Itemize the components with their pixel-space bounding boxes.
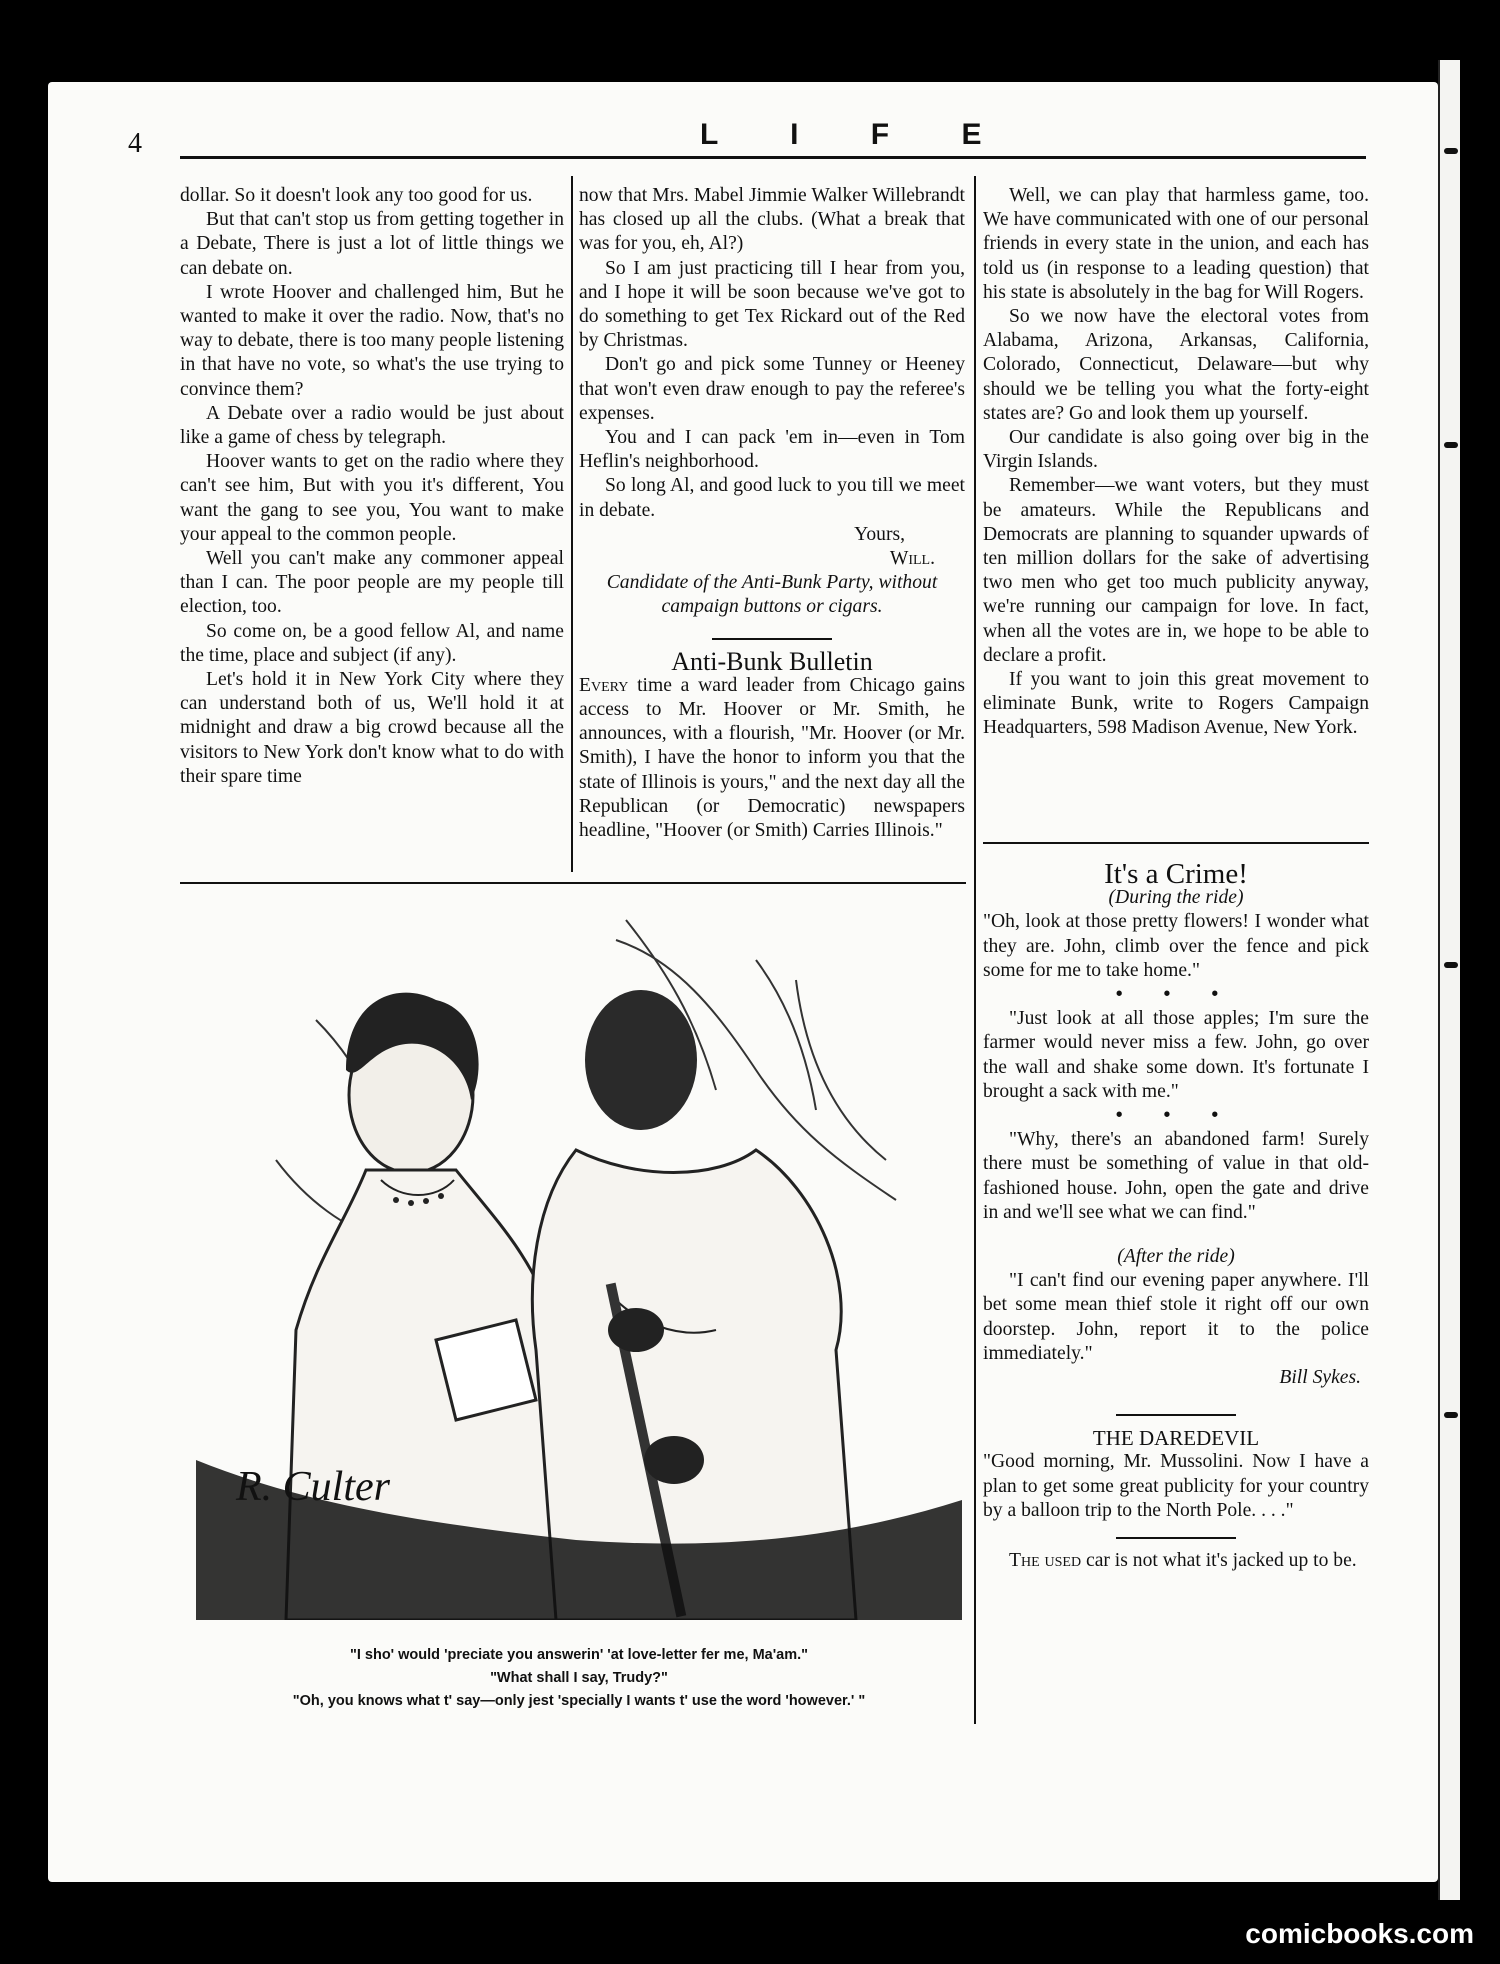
paragraph: If you want to join this great movement to eliminate Bunk, write to Rogers Campaign Headquarters, 598 Madison Avenue, New York. xyxy=(983,669,1369,739)
paragraph: Let's hold it in New York City where they can understand both of us, We'll hold it at midnight and draw a big crowd because all the visitors to New York don't know what to do with their spare time xyxy=(180,669,564,787)
crime-subhead: (After the ride) xyxy=(1117,1246,1235,1268)
caption-line: "What shall I say, Trudy?" xyxy=(490,1670,668,1686)
paragraph: But that can't stop us from getting together in a Debate, There is just a lot of little things we can debate on. xyxy=(180,209,564,279)
bulletin-lead: Every xyxy=(579,674,629,696)
binding-edge xyxy=(1438,60,1460,1900)
paragraph: So long Al, and good luck to you till we meet in debate. xyxy=(579,475,965,521)
paragraph: Remember—we want voters, but they must be amateurs. While the Republicans and Democrats are planning to squander upwards of ten million dollars for the sake of advertising two men who get too much publicity anyway, we're running our campaign for love. In fact, when all the votes are in, we hope to be able to declare a profit. xyxy=(983,475,1369,666)
daredevil-paragraph: "Good morning, Mr. Mussolini. Now I have a plan to get some great publicity for your country by a balloon trip to the North Pole. . . ." xyxy=(983,1451,1369,1521)
illustration xyxy=(196,900,962,1620)
section-rule xyxy=(712,638,832,640)
used-car-paragraph xyxy=(983,1549,1369,1573)
artist-signature-image: R. Culter xyxy=(236,1464,390,1510)
bulletin-text: time a ward leader from Chicago gains access to Mr. Hoover or Mr. Smith, he announces, with a flourish, "Mr. Hoover (or Mr. Smith), I have the honor to inform you that the state of Illinois is yours," and the next day all the Republican (or Democratic) newspapers headline, "Hoover (or Smith) Carries Illinois." xyxy=(579,674,965,842)
paragraph: Our candidate is also going over big in the Virgin Islands. xyxy=(983,427,1369,473)
column-divider xyxy=(571,176,573,872)
man-figure xyxy=(532,990,856,1620)
letter-signature: Will. xyxy=(889,548,935,570)
binding-clip xyxy=(1444,962,1458,968)
bulletin-paragraph xyxy=(579,674,965,843)
letter-paper xyxy=(436,1320,536,1420)
column-divider xyxy=(974,176,976,1724)
section-rule xyxy=(983,842,1369,844)
header-rule xyxy=(180,156,1366,159)
separator-dots: • • • xyxy=(1115,1105,1237,1127)
binding-clip xyxy=(1444,1412,1458,1418)
crime-paragraph: "I can't find our evening paper anywhere. I'll bet some mean thief stole it right off our own doorstep. John, report it to the police immediately." xyxy=(983,1270,1369,1364)
used-car-text: car is not what it's jacked up to be. xyxy=(1081,1550,1357,1572)
illustration-top-rule xyxy=(180,882,966,884)
section-rule xyxy=(1116,1537,1236,1539)
separator-dots: • • • xyxy=(1115,984,1237,1006)
article-column-3 xyxy=(983,184,1369,741)
crime-section xyxy=(983,858,1369,1573)
article-column-1 xyxy=(180,184,564,789)
paragraph: You and I can pack 'em in—even in Tom Heflin's neighborhood. xyxy=(579,427,965,473)
paragraph: now that Mrs. Mabel Jimmie Walker Willebrandt has closed up all the clubs. (What a break that was for you, eh, Al?) xyxy=(579,185,965,255)
paragraph: So we now have the electoral votes from Alabama, Arizona, Arkansas, California, Colorado, Connecticut, Delaware—but why should we be telling you what the forty-eight states are? Go and look them up yourself. xyxy=(983,306,1369,424)
page-number: 4 xyxy=(128,128,142,159)
caption-line: "I sho' would 'preciate you answerin' 'at love-letter fer me, Ma'am." xyxy=(349,1647,809,1663)
paragraph: dollar. So it doesn't look any too good for us. xyxy=(180,185,533,206)
paragraph: So I am just practicing till I hear from you, and I hope it will be soon because we've got to do something to get Tex Rickard out of the Red by Christmas. xyxy=(579,257,965,352)
daredevil-heading: THE DAREDEVIL xyxy=(1092,1426,1260,1451)
paragraph: A Debate over a radio would be just about like a game of chess by telegraph. xyxy=(180,402,564,449)
crime-heading: It's a Crime! xyxy=(1104,858,1248,890)
article-column-2 xyxy=(579,184,965,843)
masthead: L I F E xyxy=(700,118,1014,151)
paragraph: Well you can't make any commoner appeal than I can. The poor people are my people till election, too. xyxy=(180,548,564,618)
crime-paragraph: "Why, there's an abandoned farm! Surely there must be something of value in that old-fashioned house. John, open the gate and drive in and we'll see what we can find." xyxy=(983,1129,1369,1223)
bulletin-heading: Anti-Bunk Bulletin xyxy=(671,646,873,676)
section-rule xyxy=(1116,1414,1236,1416)
crime-paragraph: "Oh, look at those pretty flowers! I wonder what they are. John, climb over the fence and pick some for me to take home." xyxy=(983,911,1369,981)
paragraph: Hoover wants to get on the radio where they can't see him, But with you it's different, You want the gang to see you, You want to make your appeal to the common people. xyxy=(180,451,564,545)
used-car-lead: The used xyxy=(1009,1550,1082,1572)
illustration-caption xyxy=(196,1644,962,1713)
letter-closing: Yours, xyxy=(854,523,905,545)
watermark: comicbooks.com xyxy=(1245,1918,1474,1949)
caption-line: "Oh, you knows what t' say—only jest 'specially I wants t' use the word 'however.' " xyxy=(292,1693,866,1709)
candidate-note: Candidate of the Anti-Bunk Party, without campaign buttons or cigars. xyxy=(606,572,938,618)
byline: Bill Sykes. xyxy=(1279,1367,1361,1389)
paragraph: Don't go and pick some Tunney or Heeney that won't even draw enough to pay the referee's expenses. xyxy=(579,354,965,424)
paragraph: I wrote Hoover and challenged him, But he wanted to make it over the radio. Now, that's no way to debate, there is too many people listening in that have no vote, so what's the use trying to convince them? xyxy=(180,281,564,400)
binding-clip xyxy=(1444,148,1458,154)
crime-paragraph: "Just look at all those apples; I'm sure the farmer would never miss a few. John, go over the wall and shake some down. It's fortunate I brought a sack with me." xyxy=(983,1008,1369,1102)
binding-clip xyxy=(1444,442,1458,448)
paragraph: So come on, be a good fellow Al, and name the time, place and subject (if any). xyxy=(180,620,564,666)
crime-subhead: (During the ride) xyxy=(1108,887,1244,909)
paragraph: Well, we can play that harmless game, too. We have communicated with one of our personal friends in every state in the union, and each has told us (in response to a leading question) that his state is absolutely in the bag for Will Rogers. xyxy=(983,185,1369,303)
